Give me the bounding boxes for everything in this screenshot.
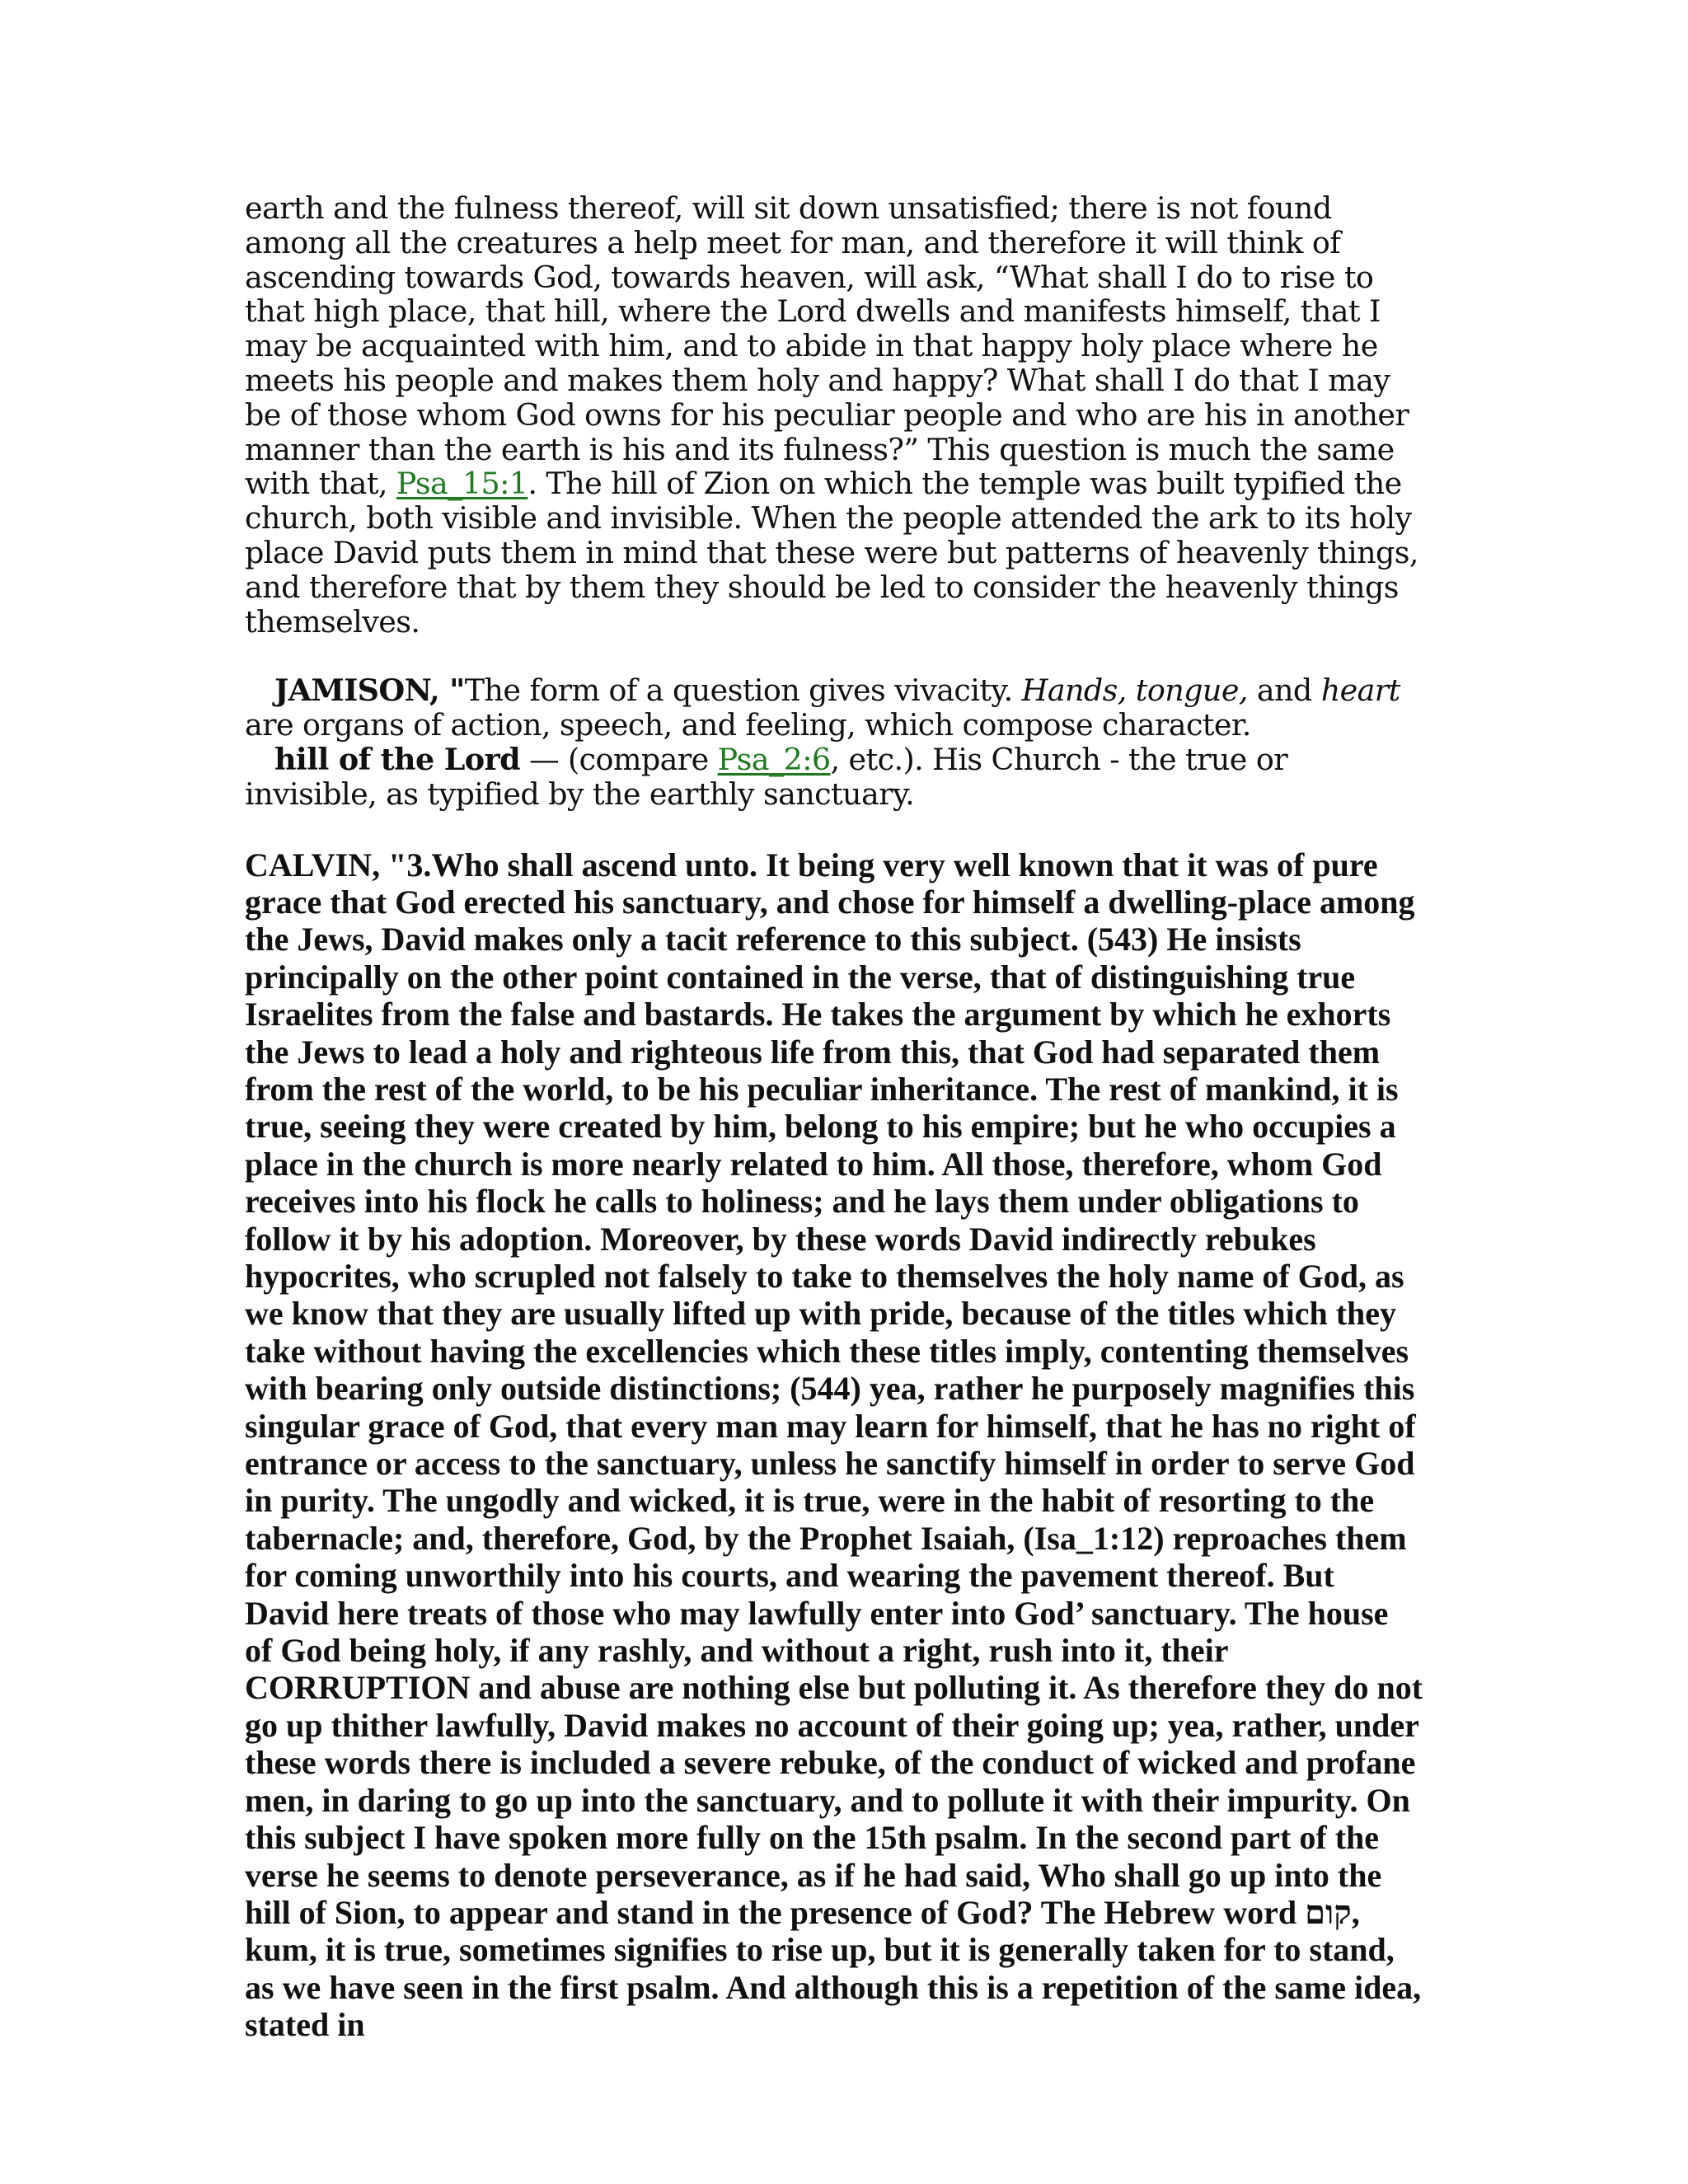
jamison-text: The form of a question gives vivacity. (464, 673, 1022, 709)
scripture-link-psa-15-1[interactable]: Psa_15:1 (396, 466, 528, 502)
calvin-paragraph: CALVIN, "3.Who shall ascend unto. It being very well known that it was of pure grace that God erected his sanctuary, and chose for himself a dwelling-place among the Jews, David makes only a tacit reference to this subject. (543) He insists principally on the other point contained in the verse, that of distinguishing true Israelites from the false and bastards. He takes the argument by which he exhorts the Jews to lead a holy and righteous life from this, that God had separated them from the rest of the world, to be his peculiar inheritance. The rest of mankind, it is true, seeing they were created by him, belong to his empire; but he who occupies a place in the church is more nearly related to him. All those, therefore, whom God receives into his flock he calls to holiness; and he lays them under obligations to follow it by his adoption. Moreover, by these words David indirectly rebukes hypocrites, who scrupled not falsely to take to themselves the holy name of God, as we know that they are usually lifted up with pride, because of the titles which they take without having the excellencies which these titles imply, contenting themselves with bearing only outside distinctions; (544) yea, rather he purposely magnifies this singular grace of God, that every man may learn for himself, that he has no right of entrance or access to the sanctuary, unless he sanctify himself in order to serve God in purity. The ungodly and wicked, it is true, were in the habit of resorting to the tabernacle; and, therefore, God, by the Prophet Isaiah, (Isa_1:12) reproaches them for coming unworthily into his courts, and wearing the pavement thereof. But David here treats of those who may lawfully enter into God’ sanctuary. The house of God being holy, if any rashly, and without a right, rush into it, their CORRUPTION and abuse are nothing else but polluting it. As therefore they do not go up thither lawfully, David makes no account of their going up; yea, rather, under these words there is included a severe rebuke, of the conduct of wicked and profane men, in daring to go up into the sanctuary, and to pollute it with their impurity. On this subject I have spoken more fully on the 15th psalm. In the second part of the verse he seems to denote perseverance, as if he had said, Who shall go up into the hill of Sion, to appear and stand in the presence of God? The Hebrew word קום, kum, it is true, sometimes signifies to rise up, but it is generally taken for to stand, as we have seen in the first psalm. And although this is a repetition of the same idea, stated in (245, 846, 1423, 2044)
paragraph-text: . The hill of Zion on which the temple was built typified the church, both visible and invisible. When the people attended the ark to its holy place David puts them in mind that these were but patterns of heavenly things, and therefore that by them they should be led to consider the heavenly things themselves. (245, 466, 1418, 640)
commentary-paragraph (245, 191, 1423, 639)
hill-text: — (compare (520, 741, 718, 777)
jamison-paragraph (245, 673, 1423, 743)
scripture-link-psa-2-6[interactable]: Psa_2:6 (717, 741, 831, 777)
hill-label: hill of the Lord (274, 741, 521, 777)
hill-of-the-lord-paragraph (245, 743, 1423, 812)
document-page (245, 191, 1423, 2044)
jamison-text: are organs of action, speech, and feeling, which compose character. (245, 707, 1251, 743)
hill-text: , etc.). His Church - the true or invisible, as typified by the earthly sanctuary. (245, 741, 1288, 812)
paragraph-text: earth and the fulness thereof, will sit down unsatisfied; there is not found among all the creatures a help meet for man, and therefore it will think of ascending towards God, towards heaven, will ask, “What shall I do to rise to that high place, that hill, where the Lord dwells and manifests himself, that I may be acquainted with him, and to abide in that happy holy place where he meets his people and makes them holy and happy? What shall I do that I may be of those whom God owns for his peculiar people and who are his in another manner than the earth is his and its fulness?” This question is much the same with that, (245, 190, 1409, 502)
jamison-italic-text: Hands, tongue, (1021, 673, 1248, 709)
jamison-text: and (1247, 673, 1321, 709)
jamison-italic-text: heart (1320, 673, 1400, 709)
jamison-label: JAMISON, " (274, 673, 465, 709)
